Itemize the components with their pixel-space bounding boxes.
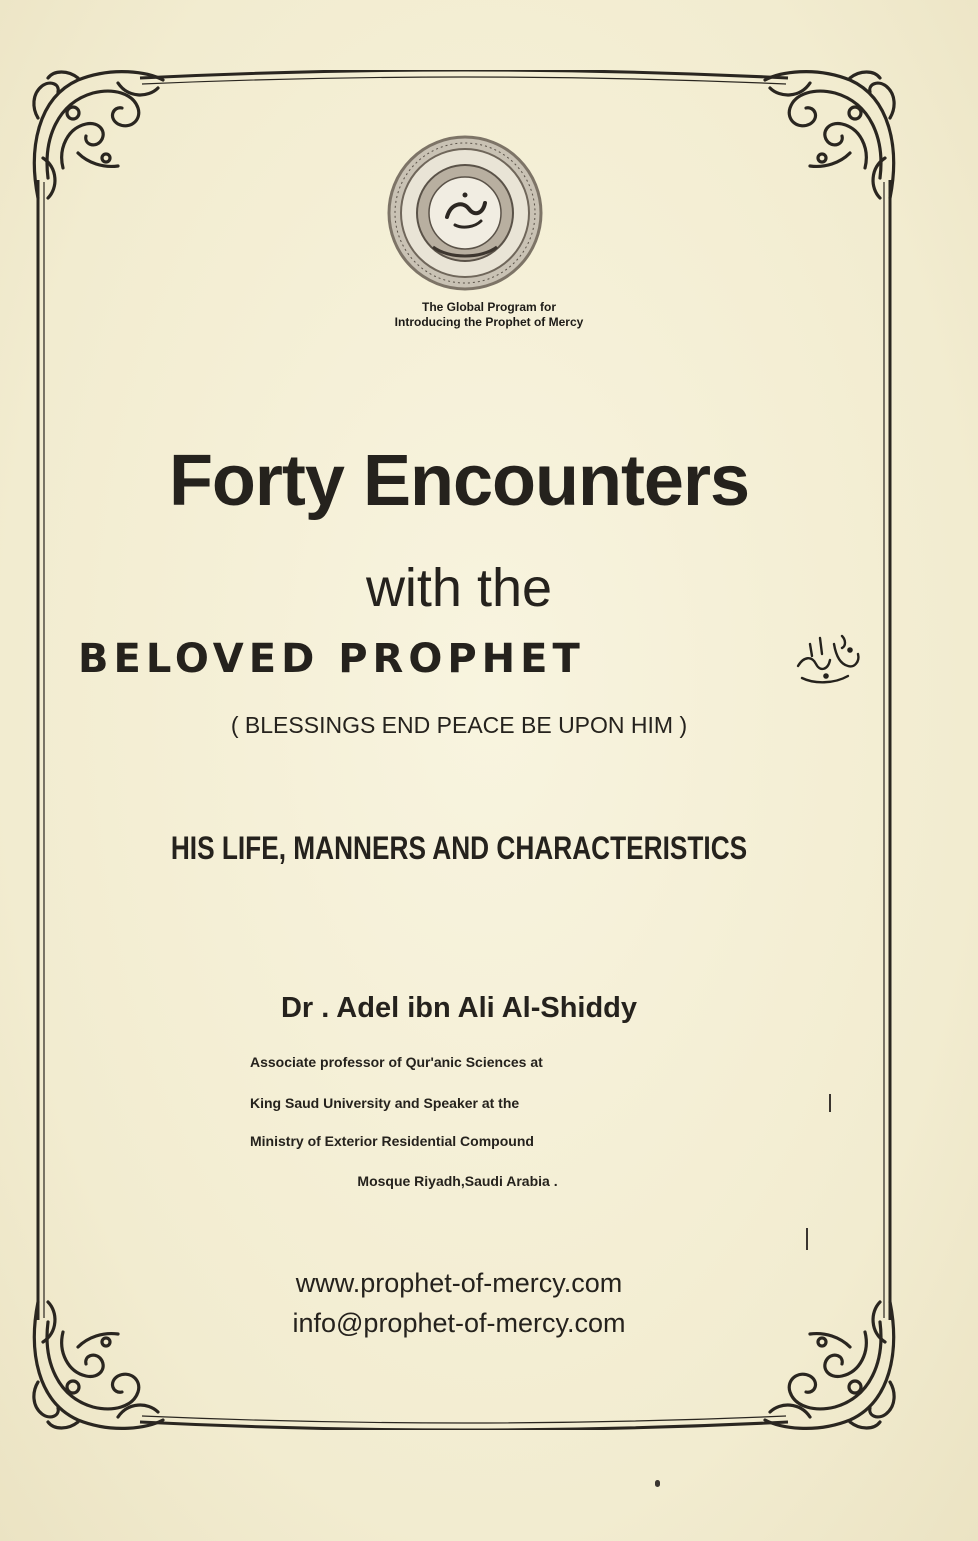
website-link[interactable]: www.prophet-of-mercy.com bbox=[295, 1268, 623, 1298]
program-name-line1: The Global Program for bbox=[421, 300, 556, 314]
stray-mark bbox=[655, 1480, 660, 1487]
author-bio-line2: King Saud University and Speaker at the bbox=[250, 1095, 520, 1111]
book-title-line2: with the bbox=[365, 558, 553, 618]
author-bio-line4: Mosque Riyadh,Saudi Arabia . bbox=[357, 1173, 558, 1189]
corner-ornament-top-right bbox=[760, 58, 910, 208]
author-bio-line3: Ministry of Exterior Residential Compound bbox=[250, 1133, 534, 1149]
book-title-line3: BELOVED PROPHET bbox=[78, 636, 585, 682]
book-subtitle: HIS LIFE, MANNERS AND CHARACTERISTICS bbox=[170, 830, 748, 866]
blessings-text: ( BLESSINGS END PEACE BE UPON HIM ) bbox=[230, 712, 688, 738]
corner-ornament-top-left bbox=[18, 58, 168, 208]
program-name-line2: Introducing the Prophet of Mercy bbox=[394, 315, 584, 329]
stray-mark bbox=[806, 1228, 808, 1250]
arabic-salutation-glyph-icon bbox=[790, 626, 866, 690]
author-name: Dr . Adel ibn Ali Al-Shiddy bbox=[280, 992, 638, 1024]
author-bio-line1: Associate professor of Qur'anic Sciences at bbox=[250, 1054, 543, 1070]
program-logo-seal bbox=[385, 133, 545, 293]
stray-mark bbox=[829, 1094, 831, 1112]
book-title: Forty Encounters bbox=[168, 441, 750, 521]
email-link[interactable]: info@prophet-of-mercy.com bbox=[292, 1308, 626, 1338]
